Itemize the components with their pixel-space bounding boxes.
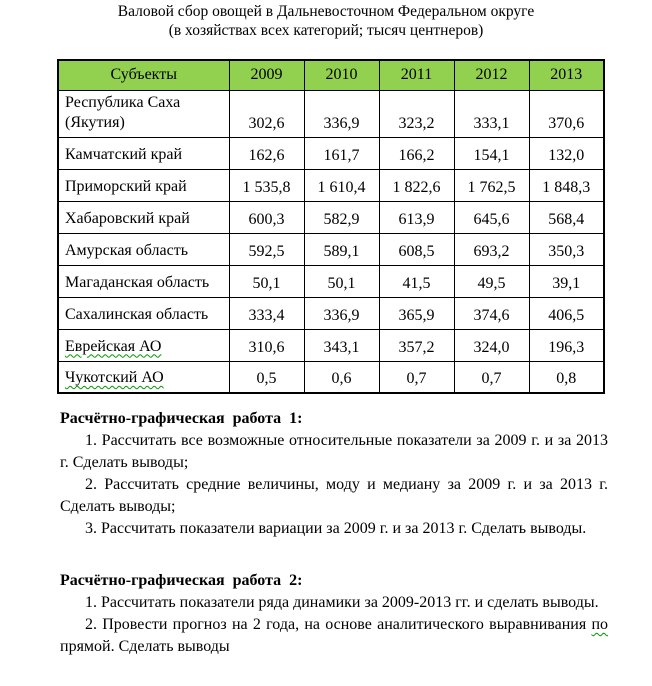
cell-value: 370,6	[529, 90, 604, 137]
table-row	[58, 297, 604, 329]
cell-value: 608,5	[379, 233, 454, 265]
cell-value: 310,6	[229, 329, 304, 361]
harvest-table	[57, 59, 605, 394]
table-header-row	[58, 60, 604, 90]
task-item	[60, 614, 608, 658]
cell-value: 336,9	[304, 90, 379, 137]
section-1-heading: Расчётно-графическая работа 1:	[60, 410, 303, 427]
region-name: Чукотский АО	[65, 369, 164, 386]
tasks-content	[60, 408, 608, 658]
cell-value: 1 822,6	[379, 169, 454, 201]
region-name: Республика Саха (Якутия)	[65, 93, 181, 131]
cell-value: 374,6	[454, 297, 529, 329]
cell-value: 50,1	[304, 265, 379, 297]
cell-value: 406,5	[529, 297, 604, 329]
cell-value: 589,1	[304, 233, 379, 265]
region-name: Амурская область	[65, 241, 188, 259]
cell-value: 196,3	[529, 329, 604, 361]
region-name: Сахалинская область	[65, 305, 209, 323]
cell-value: 336,9	[304, 297, 379, 329]
cell-value: 0,6	[304, 361, 379, 393]
cell-value: 161,7	[304, 137, 379, 169]
cell-value: 592,5	[229, 233, 304, 265]
cell-value: 343,1	[304, 329, 379, 361]
column-header-2013: 2013	[529, 60, 604, 90]
cell-value: 1 610,4	[304, 169, 379, 201]
cell-value: 600,3	[229, 201, 304, 233]
task-item: 1. Рассчитать все возможные относительные показатели за 2009 г. и за 2013 г. Сделать выводы;	[60, 432, 608, 471]
document-title-line2: (в хозяйствах всех категорий; тысяч центнеров)	[168, 22, 484, 39]
column-header-2012: 2012	[454, 60, 529, 90]
cell-value: 1 762,5	[454, 169, 529, 201]
region-name: Хабаровский край	[65, 209, 190, 227]
column-header-subjects: Субъекты	[58, 60, 229, 90]
table-row	[58, 169, 604, 201]
document-title	[0, 0, 652, 40]
region-name: Еврейская АО	[65, 337, 162, 355]
section-work-2	[60, 570, 608, 658]
cell-value: 613,9	[379, 201, 454, 233]
column-header-2011: 2011	[379, 60, 454, 90]
cell-value: 0,5	[229, 361, 304, 393]
cell-value: 50,1	[229, 265, 304, 297]
cell-value: 365,9	[379, 297, 454, 329]
section-work-1	[60, 408, 608, 540]
task-item-text-before: 2. Провести прогноз на 2 года, на основе аналитического выравнивания	[85, 616, 592, 633]
task-item: 3. Рассчитать показатели вариации за 2009 г. и за 2013 г. Сделать выводы.	[85, 520, 587, 537]
table-row	[58, 265, 604, 297]
region-name: Камчатский край	[65, 145, 183, 163]
table-row	[58, 137, 604, 169]
table-row	[58, 361, 604, 393]
table-row	[58, 233, 604, 265]
cell-value: 1 535,8	[229, 169, 304, 201]
cell-value: 0,8	[529, 361, 604, 393]
task-item-misspelled-word: по	[591, 616, 608, 633]
table-row	[58, 201, 604, 233]
cell-value: 323,2	[379, 90, 454, 137]
task-item: 2. Рассчитать средние величины, моду и медиану за 2009 г. и за 2013 г. Сделать выводы;	[60, 476, 608, 515]
region-name: Магаданская область	[65, 273, 210, 291]
cell-value: 41,5	[379, 265, 454, 297]
cell-value: 302,6	[229, 90, 304, 137]
region-name: Приморский край	[65, 177, 187, 195]
column-header-2010: 2010	[304, 60, 379, 90]
table-row	[58, 90, 604, 137]
task-item-text-after: прямой. Сделать выводы	[60, 638, 230, 655]
cell-value: 0,7	[379, 361, 454, 393]
cell-value: 154,1	[454, 137, 529, 169]
task-item: 1. Рассчитать показатели ряда динамики за 2009-2013 гг. и сделать выводы.	[85, 594, 599, 611]
cell-value: 162,6	[229, 137, 304, 169]
table-row	[58, 329, 604, 361]
document-title-line1: Валовой сбор овощей в Дальневосточном Федеральном округе	[117, 3, 535, 20]
cell-value: 333,4	[229, 297, 304, 329]
cell-value: 0,7	[454, 361, 529, 393]
cell-value: 350,3	[529, 233, 604, 265]
cell-value: 132,0	[529, 137, 604, 169]
cell-value: 693,2	[454, 233, 529, 265]
cell-value: 39,1	[529, 265, 604, 297]
cell-value: 582,9	[304, 201, 379, 233]
cell-value: 1 848,3	[529, 169, 604, 201]
column-header-2009: 2009	[229, 60, 304, 90]
cell-value: 333,1	[454, 90, 529, 137]
cell-value: 568,4	[529, 201, 604, 233]
cell-value: 645,6	[454, 201, 529, 233]
cell-value: 49,5	[454, 265, 529, 297]
cell-value: 166,2	[379, 137, 454, 169]
section-2-heading: Расчётно-графическая работа 2:	[60, 572, 303, 589]
cell-value: 324,0	[454, 329, 529, 361]
cell-value: 357,2	[379, 329, 454, 361]
